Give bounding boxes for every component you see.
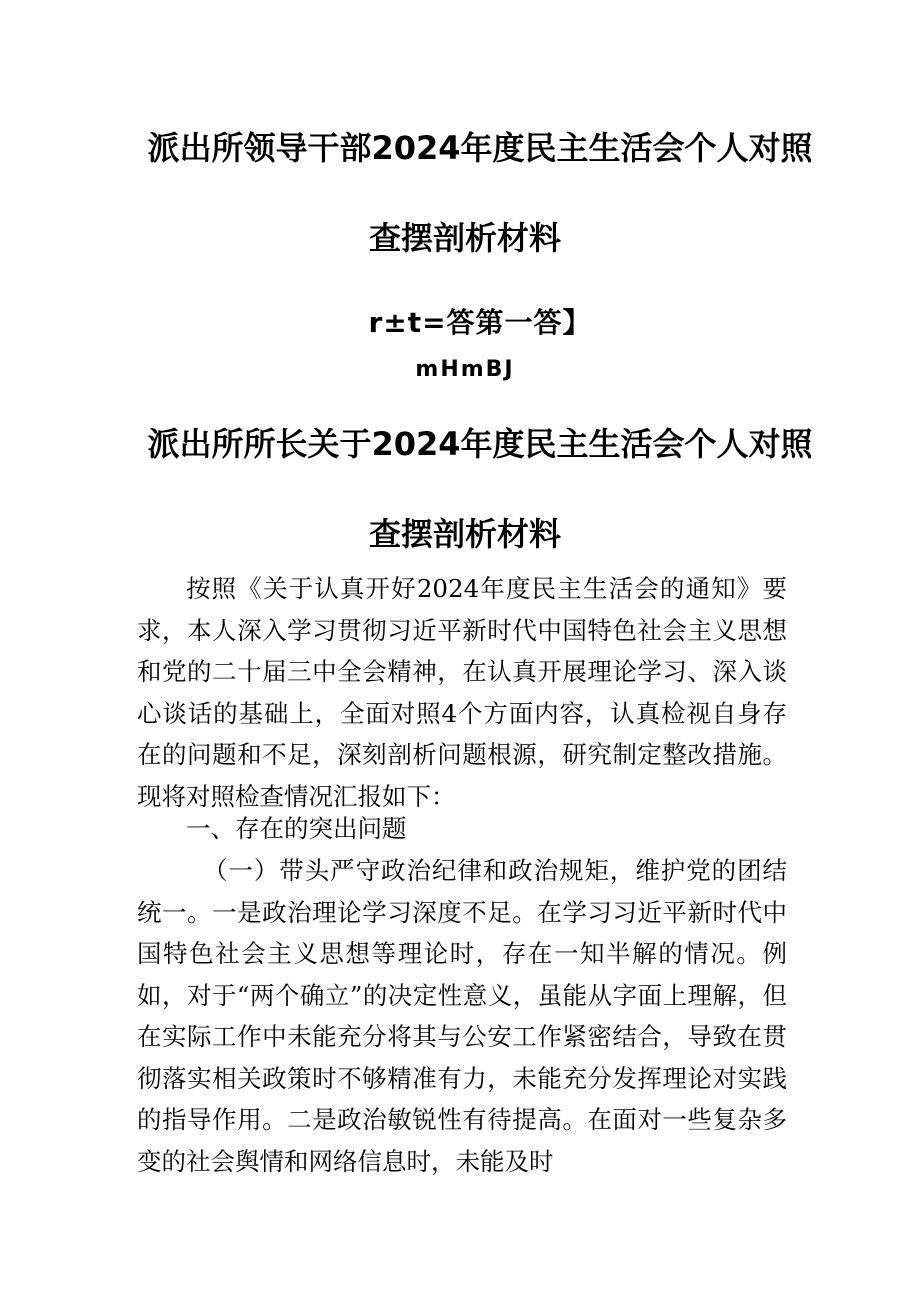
document-title-line-1: 派出所领导干部2024年度民主生活会个人对照 [147,129,813,167]
subsection-heading: （一）带头严守政治纪律和政治规矩，维护党的团结统一。 [137,856,787,927]
subsection-body: 一是政治理论学习深度不足。在学习习近平新时代中国特色社会主义思想等理论时，存在一知半解的情况。例如，对于“两个确立”的决定性意义，虽能从字面上理解，但在实际工作中未能充分将其与公安工作紧密结合，导致在贯彻落实相关政策时不够精准有力，未能充分发挥理论对实践的指导作用。二是政治敏锐性有待提高。在面对一些复杂多变的社会舆情和网络信息时，未能及时 [137,897,788,1176]
document-subtitle-line-2: 查摆剖析材料 [368,515,561,553]
document-subtitle-line-1: 派出所所长关于2024年度民主生活会个人对照 [147,425,813,463]
subsection-paragraph [137,850,787,1182]
section-heading: 一、存在的突出问题 [186,814,407,843]
garbled-text-line-2: mHmBJ [415,357,515,382]
garbled-text-line-1: r±t=答第一答】 [368,306,592,339]
document-title-line-2: 查摆剖析材料 [368,219,561,257]
intro-paragraph: 按照《关于认真开好2024年度民主生活会的通知》要求，本人深入学习贯彻习近平新时代中国特色社会主义思想和党的二十届三中全会精神，在认真开展理论学习、深入谈心谈话的基础上，全面对照4个方面内容，认真检视自身存在的问题和不足，深刻剖析问题根源，研究制定整改措施。现将对照检查情况汇报如下： [137,574,787,811]
